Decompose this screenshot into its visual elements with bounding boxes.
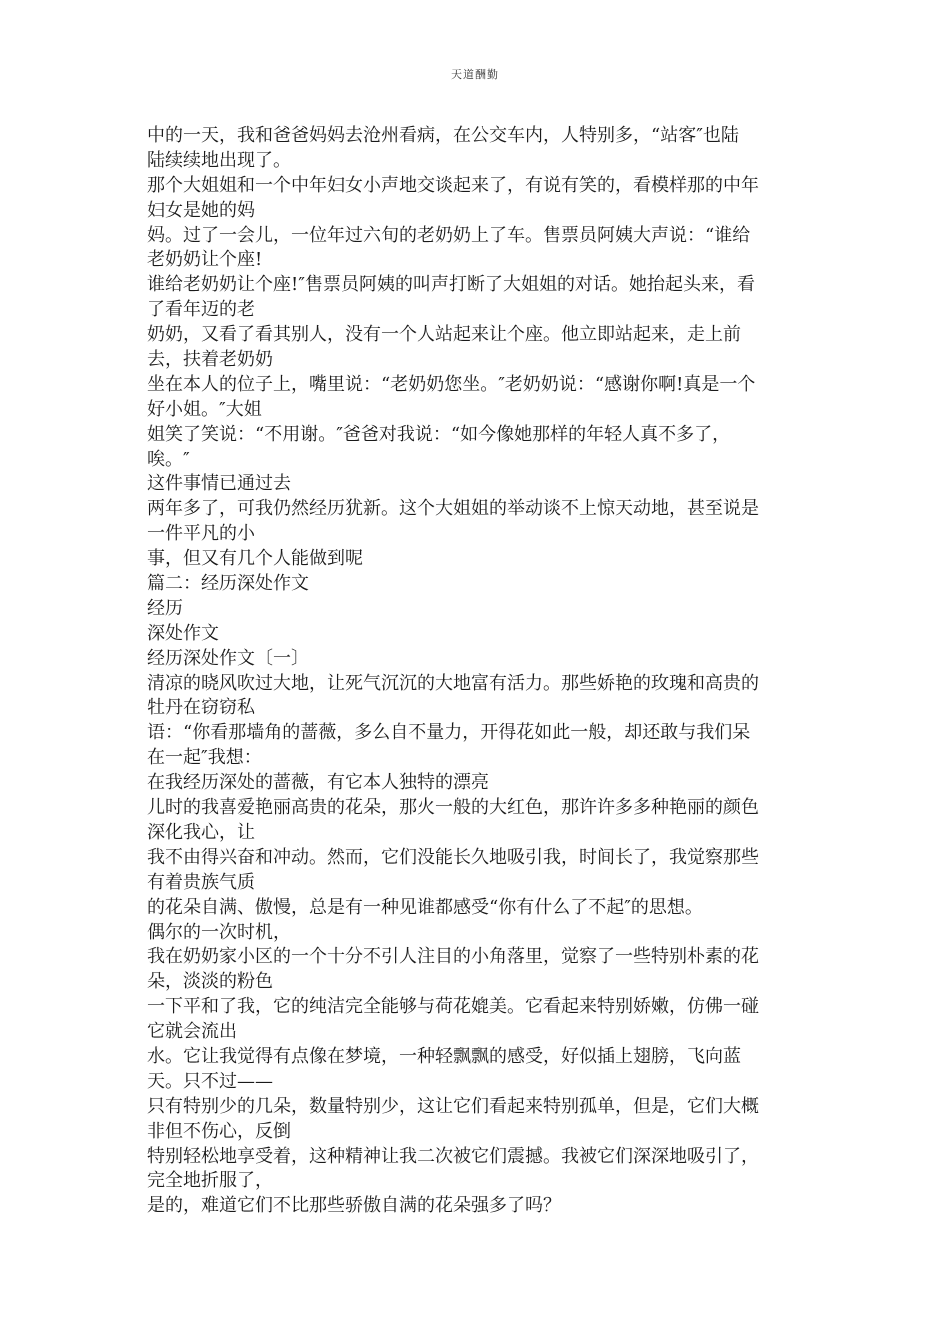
text-line: 一下平和了我，它的纯洁完全能够与荷花媲美。它看起来特别娇嫩，仿佛一碰 (147, 996, 759, 1018)
text-line: 这件事情已通过去 (147, 473, 291, 495)
text-line: 谁给老奶奶让个座!″售票员阿姨的叫声打断了大姐姐的对话。她抬起头来，看 (147, 274, 755, 296)
page-header: 天道酬勤 (451, 68, 499, 81)
text-line: 儿时的我喜爱艳丽高贵的花朵，那火一般的大红色，那许许多多种艳丽的颜色 (147, 797, 759, 819)
text-line: 妇女是她的妈 (147, 199, 255, 221)
text-line: 在我经历深处的蔷薇，有它本人独特的漂亮 (147, 772, 489, 794)
text-line: 中的一天，我和爸爸妈妈去沧州看病，在公交车内，人特别多，“站客″也陆 (147, 125, 739, 146)
text-line: 经历 (147, 597, 183, 619)
text-line: 我在奶奶家小区的一个十分不引人注目的小角落里，觉察了一些特别朴素的花 (147, 946, 759, 968)
text-line: 姐笑了笑说：“不用谢。″爸爸对我说：“如今像她那样的年轻人真不多了， (147, 423, 731, 445)
text-line: 非但不伤心，反倒 (147, 1120, 291, 1142)
text-line: 天。只不过—— (147, 1070, 273, 1092)
text-line: 奶奶，又看了看其别人，没有一个人站起来让个座。他立即站起来，走上前 (147, 324, 741, 346)
text-line: 老奶奶让个座! (147, 249, 263, 271)
text-line: 深处作文 (147, 622, 219, 644)
text-line: 在一起″我想： (147, 747, 262, 769)
text-line: 唉。″ (147, 448, 190, 470)
text-line: 水。它让我觉得有点像在梦境，一种轻飘飘的感受，好似插上翅膀，飞向蓝 (147, 1045, 741, 1067)
text-line: 朵，淡淡的粉色 (147, 971, 273, 993)
text-line: 语：“你看那墙角的蔷薇，多么自不量力，开得花如此一般，却还敢与我们呆 (147, 722, 751, 744)
text-line: 去，扶着老奶奶 (147, 349, 273, 371)
text-line: 牡丹在窃窃私 (147, 697, 255, 719)
text-line: 两年多了，可我仍然经历犹新。这个大姐姐的举动谈不上惊天动地，甚至说是 (147, 498, 759, 520)
text-line: 完全地折服了， (147, 1170, 273, 1192)
text-line: 只有特别少的几朵，数量特别少，这让它们看起来特别孤单，但是，它们大概 (147, 1095, 759, 1117)
text-line: 深化我心，让 (147, 821, 255, 843)
document-body (147, 124, 807, 1219)
subsection-heading: 经历深处作文〔一〕 (147, 647, 309, 669)
text-line: 了看年迈的老 (147, 299, 255, 321)
text-line: 它就会流出 (147, 1021, 237, 1043)
text-line: 妈。过了一会儿，一位年过六旬的老奶奶上了车。售票员阿姨大声说：“谁给 (147, 224, 751, 246)
text-line: 特别轻松地享受着，这种精神让我二次被它们震撼。我被它们深深地吸引了， (147, 1145, 759, 1167)
text-line: 清凉的晓风吹过大地，让死气沉沉的大地富有活力。那些娇艳的玫瑰和高贵的 (147, 672, 759, 694)
text-line: 那个大姐姐和一个中年妇女小声地交谈起来了，有说有笑的，看模样那的中年 (147, 174, 759, 196)
text-line: 的花朵自满、傲慢，总是有一种见谁都感受“你有什么了不起″的思想。 (147, 896, 703, 918)
text-line: 坐在本人的位子上，嘴里说：“老奶奶您坐。″老奶奶说：“感谢你啊!真是一个 (147, 373, 756, 395)
text-line: 是的，难道它们不比那些骄傲自满的花朵强多了吗？ (147, 1195, 561, 1217)
text-line: 有着贵族气质 (147, 871, 255, 893)
text-line: 好小姐。″大姐 (147, 398, 262, 420)
text-line: 陆续续地出现了。 (147, 149, 291, 171)
text-line: 事，但又有几个人能做到呢 (147, 548, 363, 570)
section-heading: 篇二：经历深处作文 (147, 573, 309, 595)
text-line: 偶尔的一次时机， (147, 921, 291, 943)
text-line: 一件平凡的小 (147, 523, 255, 545)
text-line: 我不由得兴奋和冲动。然而，它们没能长久地吸引我，时间长了，我觉察那些 (147, 846, 759, 868)
